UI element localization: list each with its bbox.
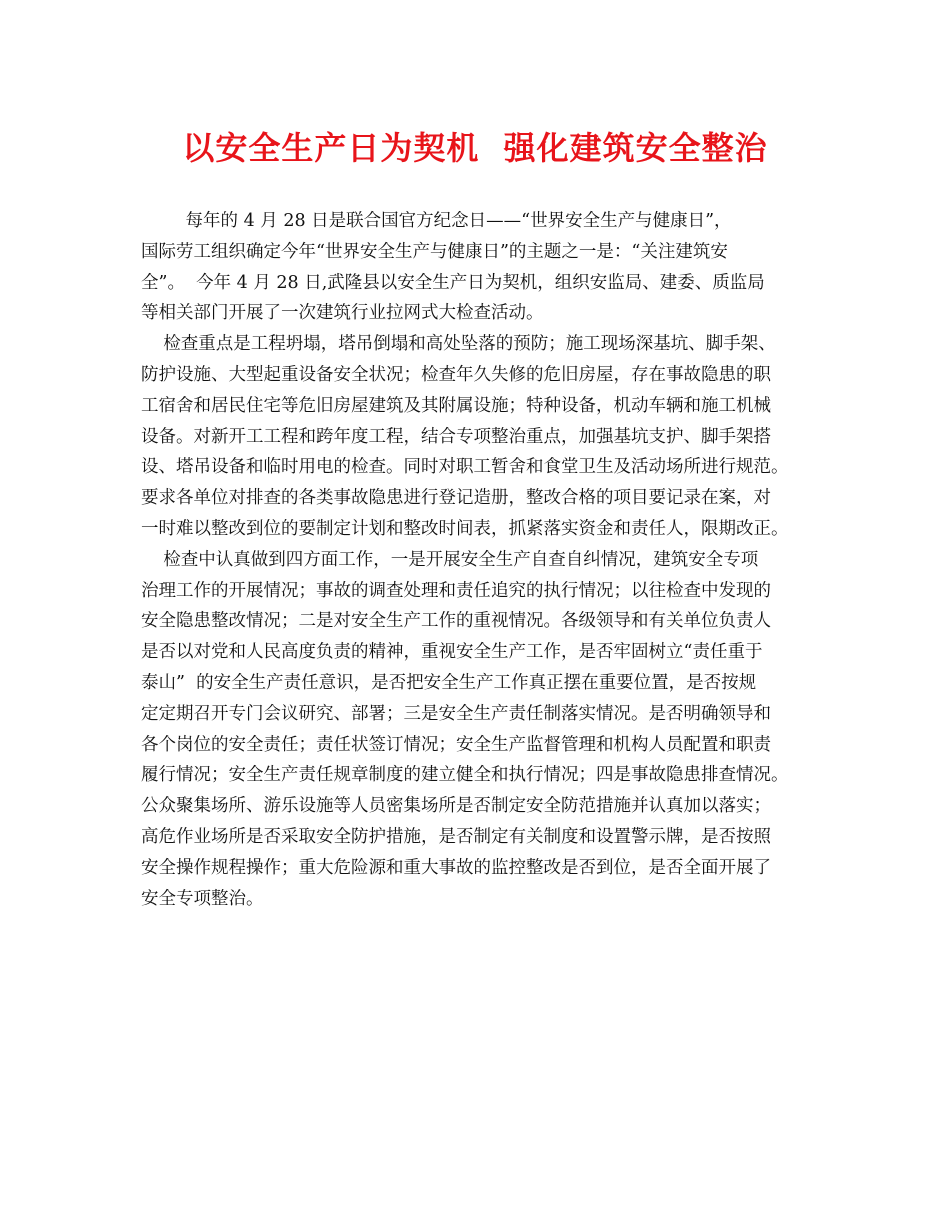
body-text-line: 等相关部门开展了一次建筑行业拉网式大检查活动。 [141, 303, 544, 324]
body-text-line: 定定期召开专门会议研究、部署；三是安全生产责任制落实情况。是否明确领导和 [141, 703, 771, 724]
body-text-line: 安全操作规程操作；重大危险源和重大事故的监控整改是否到位，是否全面开展了 [141, 857, 771, 878]
body-text-line: 工宿舍和居民住宅等危旧房屋建筑及其附属设施；特种设备，机动车辆和施工机械 [141, 395, 771, 416]
body-text-line: 高危作业场所是否采取安全防护措施，是否制定有关制度和设置警示牌，是否按照 [141, 826, 771, 847]
body-text-line: 公众聚集场所、游乐设施等人员密集场所是否制定安全防范措施并认真加以落实； [141, 796, 771, 817]
body-text-line: 每年的 4 月 28 日是联合国官方纪念日——“世界安全生产与健康日”， [141, 211, 732, 231]
body-text-line: 设备。对新开工工程和跨年度工程，结合专项整治重点，加强基坑支护、脚手架搭 [141, 426, 771, 447]
body-text-line: 国际劳工组织确定今年“世界安全生产与健康日”的主题之一是：“关注建筑安 [141, 241, 728, 262]
document-body [141, 206, 823, 914]
body-text-line: 各个岗位的安全责任；责任状签订情况；安全生产监督管理和机构人员配置和职责 [141, 734, 771, 755]
body-text-line: 防护设施、大型起重设备安全状况；检查年久失修的危旧房屋，存在事故隐患的职 [141, 364, 771, 385]
body-text-line: 是否以对党和人民高度负责的精神，重视安全生产工作，是否牢固树立“责任重于 [141, 642, 763, 663]
body-text-line: 检查中认真做到四方面工作，一是开展安全生产自查自纠情况，建筑安全专项 [141, 549, 759, 570]
body-text-line: 安全专项整治。 [141, 888, 264, 909]
body-text-line: 治理工作的开展情况；事故的调查处理和责任追究的执行情况；以往检查中发现的 [141, 580, 771, 601]
body-text-line: 履行情况；安全生产责任规章制度的建立健全和执行情况；四是事故隐患排查情况。 [141, 765, 789, 786]
body-text-line: 泰山” 的安全生产责任意识，是否把安全生产工作真正摆在重要位置，是否按规 [141, 672, 757, 693]
body-text-line: 设、塔吊设备和临时用电的检查。同时对职工暂舍和食堂卫生及活动场所进行规范。 [141, 457, 789, 478]
body-text-line: 要求各单位对排查的各类事故隐患进行登记造册，整改合格的项目要记录在案，对 [141, 488, 771, 509]
body-text-line: 全”。 今年 4 月 28 日,武隆县以安全生产日为契机，组织安监局、建委、质监局 [141, 272, 765, 293]
body-text-line: 安全隐患整改情况；二是对安全生产工作的重视情况。各级领导和有关单位负责人 [141, 611, 771, 632]
document-title: 以安全生产日为契机 强化建筑安全整治 [182, 129, 768, 167]
body-text-line: 一时难以整改到位的要制定计划和整改时间表，抓紧落实资金和责任人，限期改正。 [141, 518, 789, 539]
body-text-line: 检查重点是工程坍塌，塔吊倒塌和高处坠落的预防；施工现场深基坑、脚手架、 [141, 334, 776, 355]
